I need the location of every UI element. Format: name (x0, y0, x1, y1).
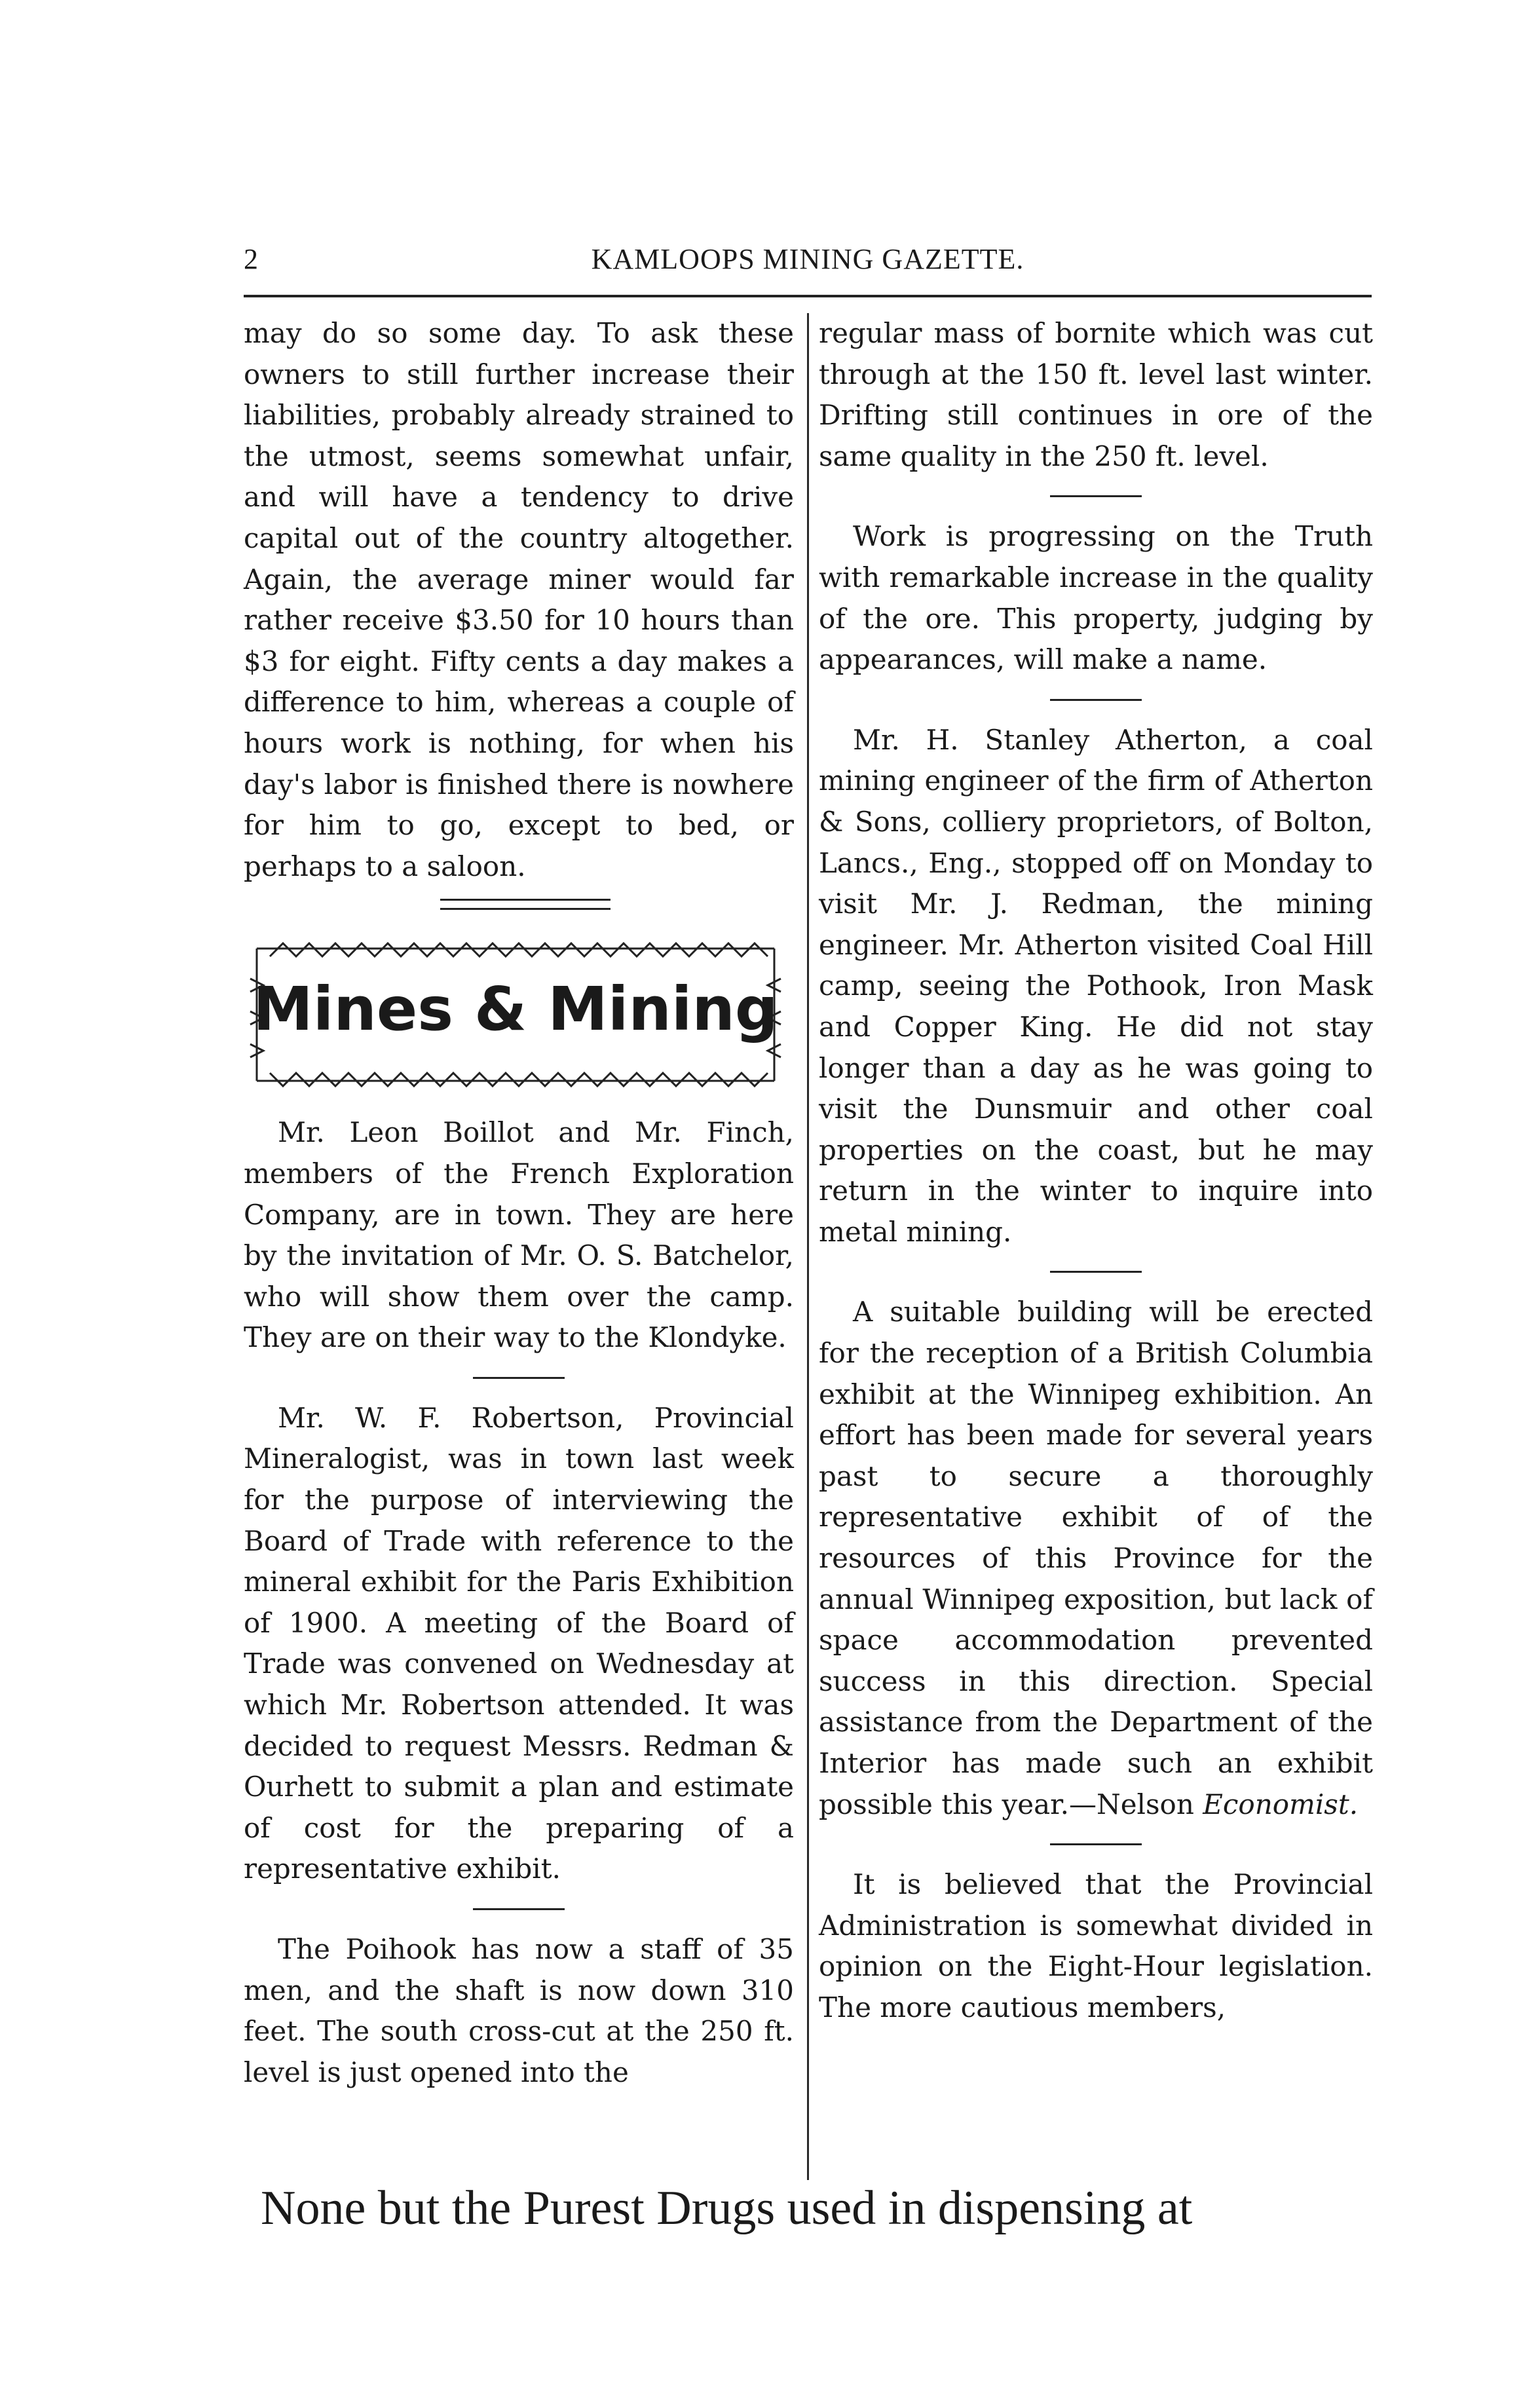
article-paragraph: Mr. Leon Boillot and Mr. Finch, members of the French Exploration Company, are in town. They are here by the invitation of Mr. O. S. Batchelor, who will show them over the camp. They are on their way to the Klondyke. (244, 1116, 794, 1354)
article-paragraph (819, 1292, 1373, 1825)
page-number: 2 (244, 243, 259, 275)
double-rule-separator (244, 887, 794, 933)
column-divider (807, 313, 809, 2180)
article-separator (819, 1252, 1373, 1292)
mines-mining-heading: Mines & Mining (253, 974, 778, 1045)
header-rule (244, 295, 1372, 297)
article-paragraph: regular mass of bornite which was cut through at the 150 ft. level last winter. Drifting still continues in ore of the same quality in the 250 ft. level. (819, 317, 1373, 472)
article-paragraph: It is believed that the Provincial Administration is somewhat divided in opinion on the Eight-Hour legislation. The more cautious members, (819, 1868, 1373, 2023)
article-paragraph: Mr. H. Stanley Atherton, a coal mining engineer of the firm of Atherton & Sons, colliery proprietors, of Bolton, Lancs., Eng., stopped off on Monday to visit Mr. J. Redman, the mining engineer. Mr. Atherton visited Coal Hill camp, seeing the Pothook, Iron Mask and Copper King. He did not stay longer than a day as he was going to visit the Dunsmuir and other coal properties on the coast, but he may return in the winter to inquire into metal mining. (819, 723, 1373, 1248)
article-separator (819, 681, 1373, 720)
article-paragraph: The Poihook has now a staff of 35 men, and the shaft is now down 310 feet. The south cross-cut at the 250 ft. level is just opened into the (244, 1933, 794, 2088)
article-separator (819, 1825, 1373, 1864)
article-paragraph: Mr. W. F. Robertson, Provincial Mineralogist, was in town last week for the purpose of interviewing the Board of Trade with reference to the mineral exhibit for the Paris Exhibition of 1900. A meeting of the Board of Trade was convened on Wednesday at which Mr. Robertson attended. It was decided to request Messrs. Redman & Ourhett to submit a plan and estimate of cost for the preparing of a representative exhibit. (244, 1401, 794, 1885)
source-citation: Economist. (1203, 1788, 1359, 1820)
right-column (819, 313, 1373, 2029)
advertisement-line: None but the Purest Drugs used in dispensing at (261, 2181, 1193, 2235)
section-banner (244, 933, 787, 1097)
article-text: A suitable building will be erected for the reception of a British Columbia exhibit at the Winnipeg exhibition. An effort has been made for several years past to secure a thoroughly representative exhibit of of the resources of this Province for the annual Winnipeg exposition, but lack of space accommodation prevented success in this direction. Special assistance from the Department of the Interior has made such an exhibit possible this year.—Nelson (819, 1296, 1373, 1820)
article-separator (244, 1359, 794, 1398)
article-paragraph: may do so some day. To ask these owners to still further increase their liabilities, probably already strained to the utmost, seems somewhat unfair, and will have a tendency to drive capital out of the country altogether. Again, the average miner would far rather receive $3.50 for 10 hours than $3 for eight. Fifty cents a day makes a difference to him, whereas a couple of hours work is nothing, for when his day's labor is finished there is nowhere for him to go, except to bed, or perhaps to a saloon. (244, 317, 794, 882)
article-separator (244, 1890, 794, 1929)
article-paragraph: Work is progressing on the Truth with remarkable increase in the quality of the ore. This property, judging by appearances, will make a name. (819, 520, 1373, 676)
left-column (244, 313, 794, 2093)
article-separator (819, 477, 1373, 516)
newspaper-title: KAMLOOPS MINING GAZETTE. (591, 243, 1024, 275)
page-header (244, 237, 1372, 283)
